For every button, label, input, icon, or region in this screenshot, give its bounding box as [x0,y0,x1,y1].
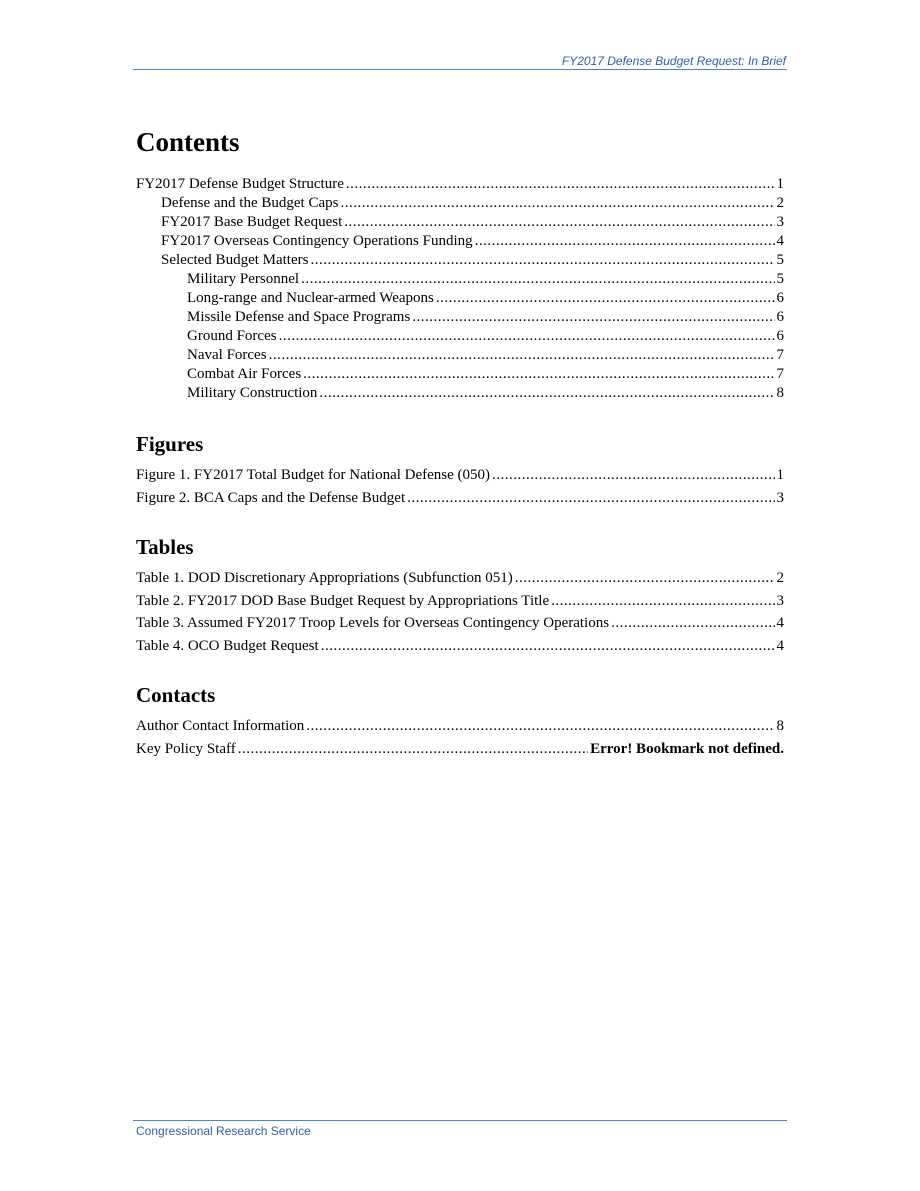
toc-entry-combat-air-forces[interactable]: Combat Air Forces ..... 7 [136,365,784,384]
toc-entry-selected-matters[interactable]: Selected Budget Matters ..... 5 [136,251,784,270]
contents-list [136,175,784,403]
footer-rule [133,1120,787,1121]
toc-entry-budget-structure[interactable]: FY2017 Defense Budget Structure ..... 1 [136,175,784,194]
toc-entry-figure-1[interactable]: Figure 1. FY2017 Total Budget for National Defense (050) ..... 1 [136,464,784,487]
toc-entry-author-contact[interactable]: Author Contact Information ..... 8 [136,715,784,738]
toc-entry-table-3[interactable]: Table 3. Assumed FY2017 Troop Levels for Overseas Contingency Operations ..... 4 [136,612,784,635]
running-footer: Congressional Research Service [136,1124,311,1138]
toc-entry-oco-funding[interactable]: FY2017 Overseas Contingency Operations Funding ..... 4 [136,232,784,251]
bookmark-error: Error! Bookmark not defined. [590,740,784,757]
contacts-section [136,681,784,760]
figures-list [136,464,784,509]
running-header: FY2017 Defense Budget Request: In Brief [561,54,786,68]
toc-entry-military-construction[interactable]: Military Construction ..... 8 [136,384,784,403]
contents-heading: Contents [136,127,240,157]
toc-entry-figure-2[interactable]: Figure 2. BCA Caps and the Defense Budget ..... 3 [136,487,784,510]
toc-entry-naval-forces[interactable]: Naval Forces ..... 7 [136,346,784,365]
toc-entry-missile-defense[interactable]: Missile Defense and Space Programs ..... 6 [136,308,784,327]
figures-heading: Figures [136,432,204,456]
tables-heading: Tables [136,535,194,559]
toc-entry-key-policy-staff[interactable]: Key Policy Staff ..... Error! Bookmark not defined. [136,738,784,761]
toc-entry-military-personnel[interactable]: Military Personnel ..... 5 [136,270,784,289]
toc-entry-ground-forces[interactable]: Ground Forces ..... 6 [136,327,784,346]
header-rule [133,69,787,70]
toc-entry-table-2[interactable]: Table 2. FY2017 DOD Base Budget Request by Appropriations Title ..... 3 [136,590,784,613]
toc-entry-long-range-weapons[interactable]: Long-range and Nuclear-armed Weapons ..... 6 [136,289,784,308]
toc-main [136,125,784,760]
toc-entry-table-1[interactable]: Table 1. DOD Discretionary Appropriations (Subfunction 051) ..... 2 [136,567,784,590]
tables-list [136,567,784,657]
figures-section [136,430,784,509]
toc-entry-table-4[interactable]: Table 4. OCO Budget Request ..... 4 [136,635,784,658]
toc-entry-base-budget[interactable]: FY2017 Base Budget Request ..... 3 [136,213,784,232]
contacts-heading: Contacts [136,683,216,707]
contacts-list [136,715,784,760]
toc-entry-budget-caps[interactable]: Defense and the Budget Caps ..... 2 [136,194,784,213]
tables-section [136,533,784,657]
